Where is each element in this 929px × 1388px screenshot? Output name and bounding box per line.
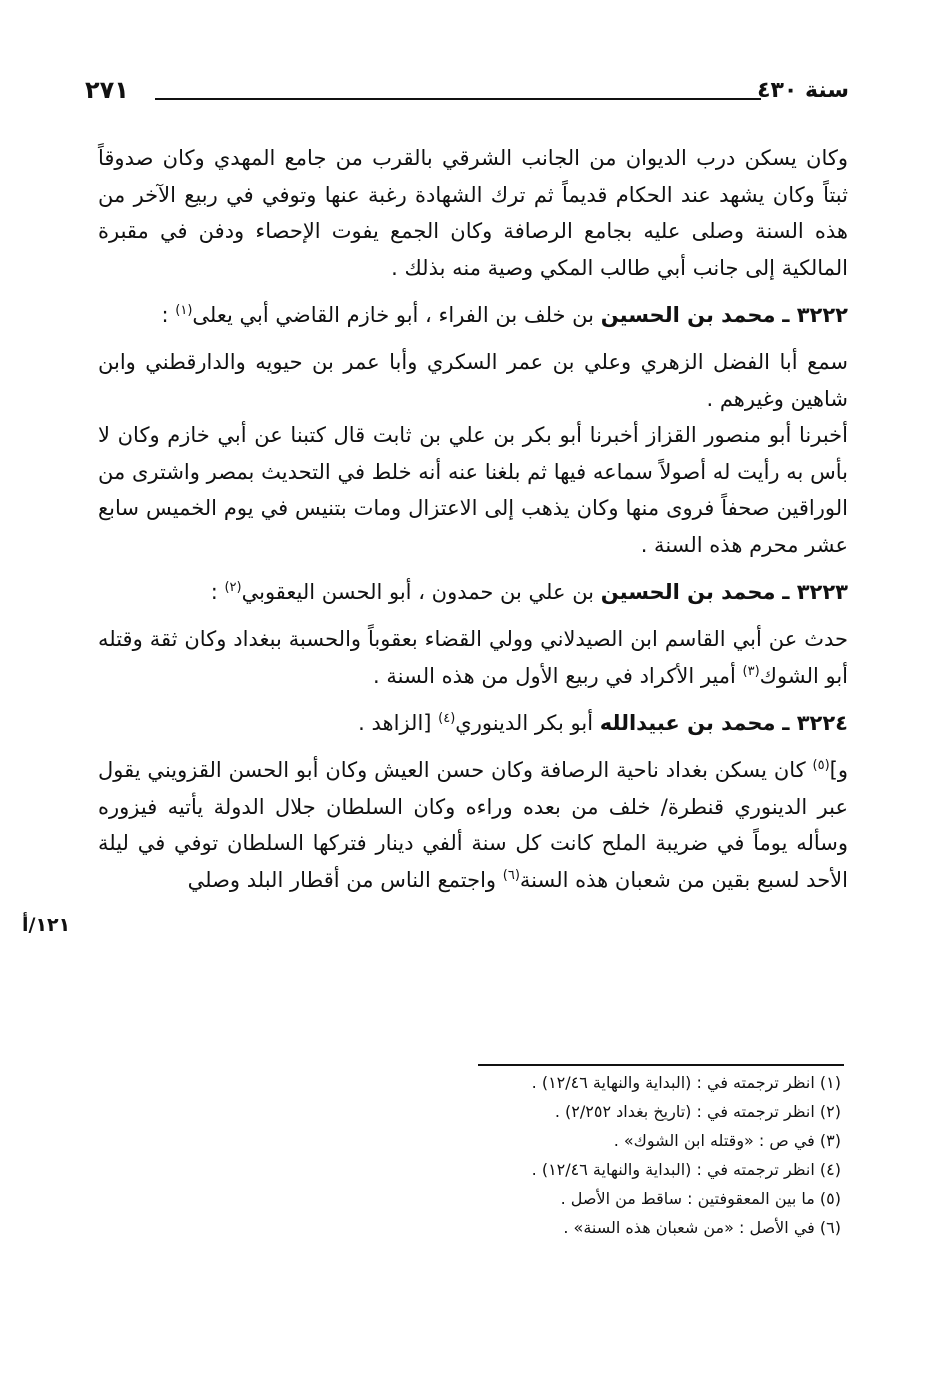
manuscript-folio-marker: ١٢١/أ (22, 914, 71, 936)
entry-number: ٣٢٢٢ ـ (782, 303, 848, 327)
entry-3222-heading (98, 296, 848, 334)
paragraph-5-text-b: واجتمع الناس من أقطار البلد وصلي (187, 867, 503, 892)
header-rule (155, 98, 761, 100)
paragraph-2: سمع أبا الفضل الزهري وعلي بن عمر السكري وأبا عمر بن حيويه والدارقطني وابن شاهين وغيرهم . (98, 350, 848, 411)
footnote-2: (٢) انظر ترجمته في : (تاريخ بغداد ٢/٢٥٢) . (554, 1102, 841, 1121)
footnote-ref-4: (٤) (438, 711, 456, 726)
entry-description: أبو بكر الدينوري (455, 711, 594, 735)
entry-description: بن علي بن حمدون ، أبو الحسن اليعقوبي (241, 580, 595, 604)
footnote-5: (٥) ما بين المعقوفتين : ساقط من الأصل . (560, 1189, 841, 1208)
footnote-4: (٤) انظر ترجمته في : (البداية والنهاية ١٢/٤٦) . (531, 1160, 841, 1179)
footnote-ref-2: (٢) (224, 580, 242, 595)
footnote-ref-6: (٦) (502, 867, 520, 883)
paragraph-5 (98, 752, 848, 898)
page-header (85, 74, 849, 114)
entry-3223-heading (98, 573, 848, 611)
main-text (98, 140, 848, 898)
page-number: ٢٧١ (85, 76, 129, 104)
entry-description: بن خلف بن الفراء ، أبو خازم القاضي أبي يعلى (192, 303, 595, 327)
footnotes (461, 1068, 841, 1242)
entry-name: محمد بن عبيدالله (599, 711, 776, 735)
paragraph-3: أخبرنا أبو منصور القزاز أخبرنا أبو بكر بن علي بن ثابت قال كتبنا عن أبي خازم وكان لا بأس به رأيت له أصولاً سماعه فيها ثم بلغنا عنه أنه خلط في التحديث بمصر واشترى من الوراقين صحفاً فروى منها وكان يذهب إلى الاعتزال ومات بتنيس في يوم الخميس سابع عشر محرم هذه السنة . (98, 423, 848, 557)
entry-number: ٣٢٢٤ ـ (782, 711, 848, 735)
paragraph-4-text-b: أمير الأكراد في ربيع الأول من هذه السنة . (373, 663, 743, 688)
paragraph-5-open: و] (829, 758, 848, 782)
paragraph-4 (98, 621, 848, 694)
entry-name: محمد بن الحسين (600, 580, 776, 604)
entry-tail: : (210, 580, 225, 604)
paragraph-4-text-a: حدث عن أبي القاسم ابن الصيدلاني وولي القضاء بعقوباً والحسبة ببغداد وكان ثقة وقتله أبو الشوك (98, 627, 848, 688)
entry-name: محمد بن الحسين (600, 303, 776, 327)
footnote-1: (١) انظر ترجمته في : (البداية والنهاية ١٢/٤٦) . (531, 1073, 841, 1092)
paragraph-5-text-a: كان يسكن بغداد ناحية الرصافة وكان حسن العيش وكان أبو الحسن القزويني يقول عبر الدينوري قنطرة/ خلف من بعده وراءه وكان السلطان جلال الدولة يأتيه فيزوره وسأله يوماً في ضريبة الملح كانت كل سنة ألفي دينار فتركها السلطان توفي في ليلة الأحد لسبع بقين من شعبان هذه السنة (98, 758, 848, 892)
footnote-ref-1: (١) (175, 303, 193, 318)
entry-tail: [الزاهد . (358, 711, 439, 735)
footnote-rule (478, 1064, 844, 1066)
paragraph-1: وكان يسكن درب الديوان من الجانب الشرقي بالقرب من جامع المهدي وكان صدوقاً ثبتاً وكان يشهد عند الحكام قديماً ثم ترك الشهادة رغبة عنها وتوفي في ربيع الآخر من هذه السنة وصلى عليه بجامع الرصافة وكان الجمع يفوت الإحصاء ودفن في مقبرة المالكية إلى جانب أبي طالب المكي وصية منه بذلك . (98, 146, 848, 280)
entry-tail: : (161, 303, 176, 327)
footnote-6: (٦) في الأصل : «من شعبان هذه السنة» . (563, 1218, 841, 1237)
running-title: سنة ٤٣٠ (757, 78, 849, 103)
entry-number: ٣٢٢٣ ـ (782, 580, 848, 604)
footnote-ref-5: (٥) (812, 758, 830, 773)
footnote-ref-3: (٣) (742, 663, 760, 679)
entry-3224-heading (98, 704, 848, 742)
footnote-3: (٣) في ص : «وقتله ابن الشوك» . (613, 1131, 841, 1150)
